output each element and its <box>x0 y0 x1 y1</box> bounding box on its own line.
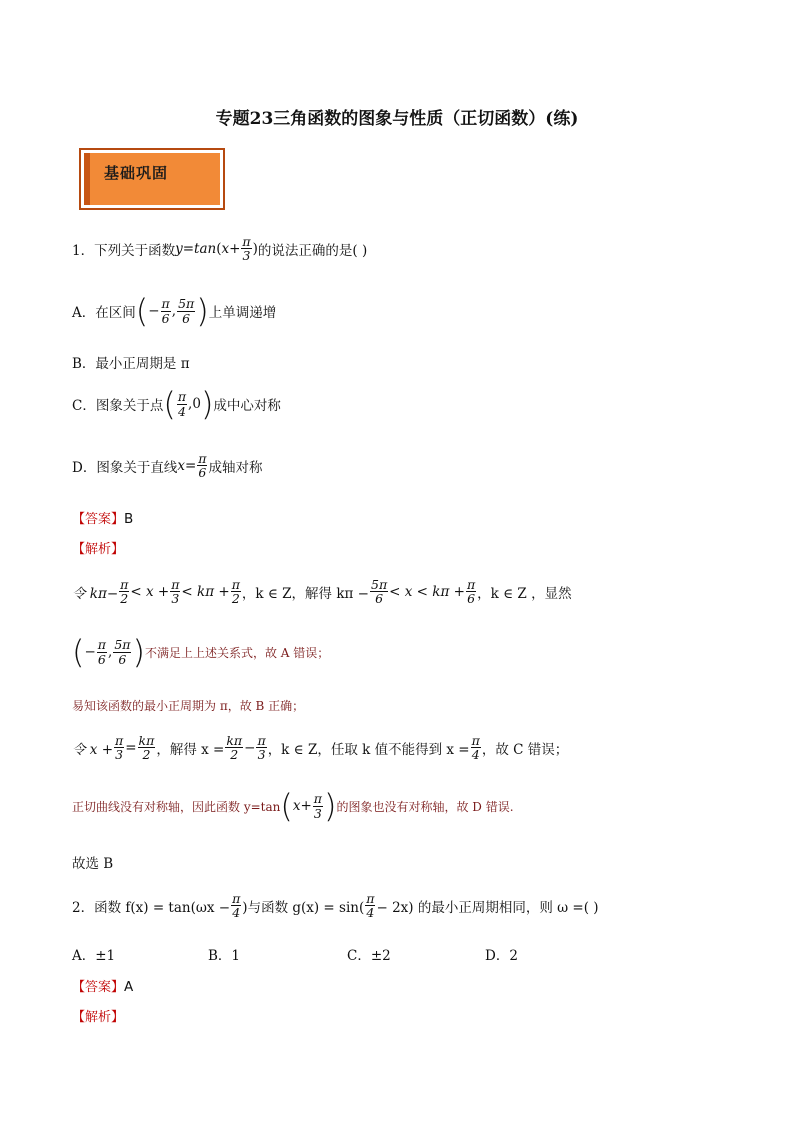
page-title: 专题23三角函数的图象与性质（正切函数）(练) <box>215 109 579 129</box>
answer-value: B <box>124 511 134 527</box>
q1-analysis-line-5: 正切曲线没有对称轴，因此函数 y=tan ( x+ $\frac{\pi}{3}$ ) 的图象也没有对称轴，故 D 错误. <box>72 787 514 825</box>
q1-option-b: B．最小正周期是 π <box>72 356 190 372</box>
analysis-tag: 【解析】 <box>72 542 125 557</box>
q1-analysis-line-4: 令 x + $\frac{\pi}{3}$ = $\frac{k\pi}{2}$ ，解得 x = $\frac{k\pi}{2}$ − $\frac{\pi}{3}$ ，k ∈ Z，任取 k 值不能得到 x = $\frac{\pi}{4}$ ，故 C 错误； <box>72 733 569 763</box>
q1-a-post: 上单调递增 <box>208 305 277 321</box>
frac-5pi-6: $\frac{5\pi}{6}$ <box>178 296 195 326</box>
q2-option-a: A．±1 <box>72 948 116 964</box>
q1-option-d <box>72 452 262 479</box>
q1-d-text: D．图象关于直线 <box>72 459 178 476</box>
q1-option-c: C．图象关于点 ( $\frac{\pi}{4}$ , 0 ) 成中心对称 <box>72 385 281 423</box>
frac-pi-4: $\frac{\pi}{4}$ <box>177 389 187 419</box>
q1-a-text: A．在区间 <box>72 305 136 321</box>
q1-c-text: C．图象关于点 <box>72 398 164 414</box>
frac-pi-6: $\frac{\pi}{6}$ <box>161 296 170 326</box>
answer-tag: 【答案】 <box>72 512 125 527</box>
q2-analysis-tag: 【解析】 <box>72 1010 125 1025</box>
q1-analysis-line-1: 令 kπ− $\frac{\pi}{2}$ < x + $\frac{\pi}{3}$ < kπ + $\frac{\pi}{2}$ ，k ∈ Z，解得 kπ − $\frac{5\pi}{6}$ < x < kπ + $\frac{\pi}{6}$ ，k ∈ Z ，显然 <box>72 577 572 607</box>
q2-answer: 【答案】A <box>72 979 134 995</box>
q1-answer <box>72 508 133 527</box>
q2-option-c: C．±2 <box>347 948 391 964</box>
q1-stem-post: 的说法正确的是( ) <box>257 242 368 259</box>
q1-d-x: x= <box>177 457 197 474</box>
q1-d-post: 成轴对称 <box>208 459 263 476</box>
banner-fill <box>84 153 220 205</box>
frac-pi-3: $\frac{\pi}{3}$ <box>242 234 251 264</box>
q2-option-b: B．1 <box>208 948 241 964</box>
q1-option-a: A．在区间 ( − $\frac{\pi}{6}$ , $\frac{5\pi}{6}$ ) 上单调递增 <box>72 292 277 330</box>
q2-option-d: D．2 <box>485 948 518 964</box>
q1-stem-fn: y=tan <box>175 240 217 257</box>
banner-label: 基础巩固 <box>104 164 169 182</box>
frac-pi-6-d: $\frac{\pi}{6}$ <box>198 451 207 481</box>
q1-analysis-line-3: 易知该函数的最小正周期为 π，故 B 正确； <box>72 699 305 713</box>
q2-stem: 2．函数 f(x) = tan(ωx − $\frac{\pi}{4}$ )与函数 g(x) = sin( $\frac{\pi}{4}$ − 2x) 的最小正周期相同，则 ω =( ) <box>72 891 599 921</box>
q1-analysis-line-2: ( − $\frac{\pi}{6}$ , $\frac{5\pi}{6}$ ) 不满足上上述关系式，故 A 错误； <box>72 633 330 671</box>
q1-stem-x: x+ <box>221 240 241 257</box>
q1-line2-post: 不满足上上述关系式，故 A 错误； <box>144 645 330 660</box>
q1-c-post: 成中心对称 <box>213 398 281 414</box>
q1-analysis-line-6: 故选 B <box>72 856 114 872</box>
q1-stem-text: 1．下列关于函数 <box>72 242 176 259</box>
q1-analysis-tag <box>72 538 124 557</box>
section-banner <box>79 148 225 210</box>
q1-stem: 1．下列关于函数 y=tan ( x+ $\frac{\pi}{3}$ ) 的说法正确的是( ) <box>72 234 368 264</box>
